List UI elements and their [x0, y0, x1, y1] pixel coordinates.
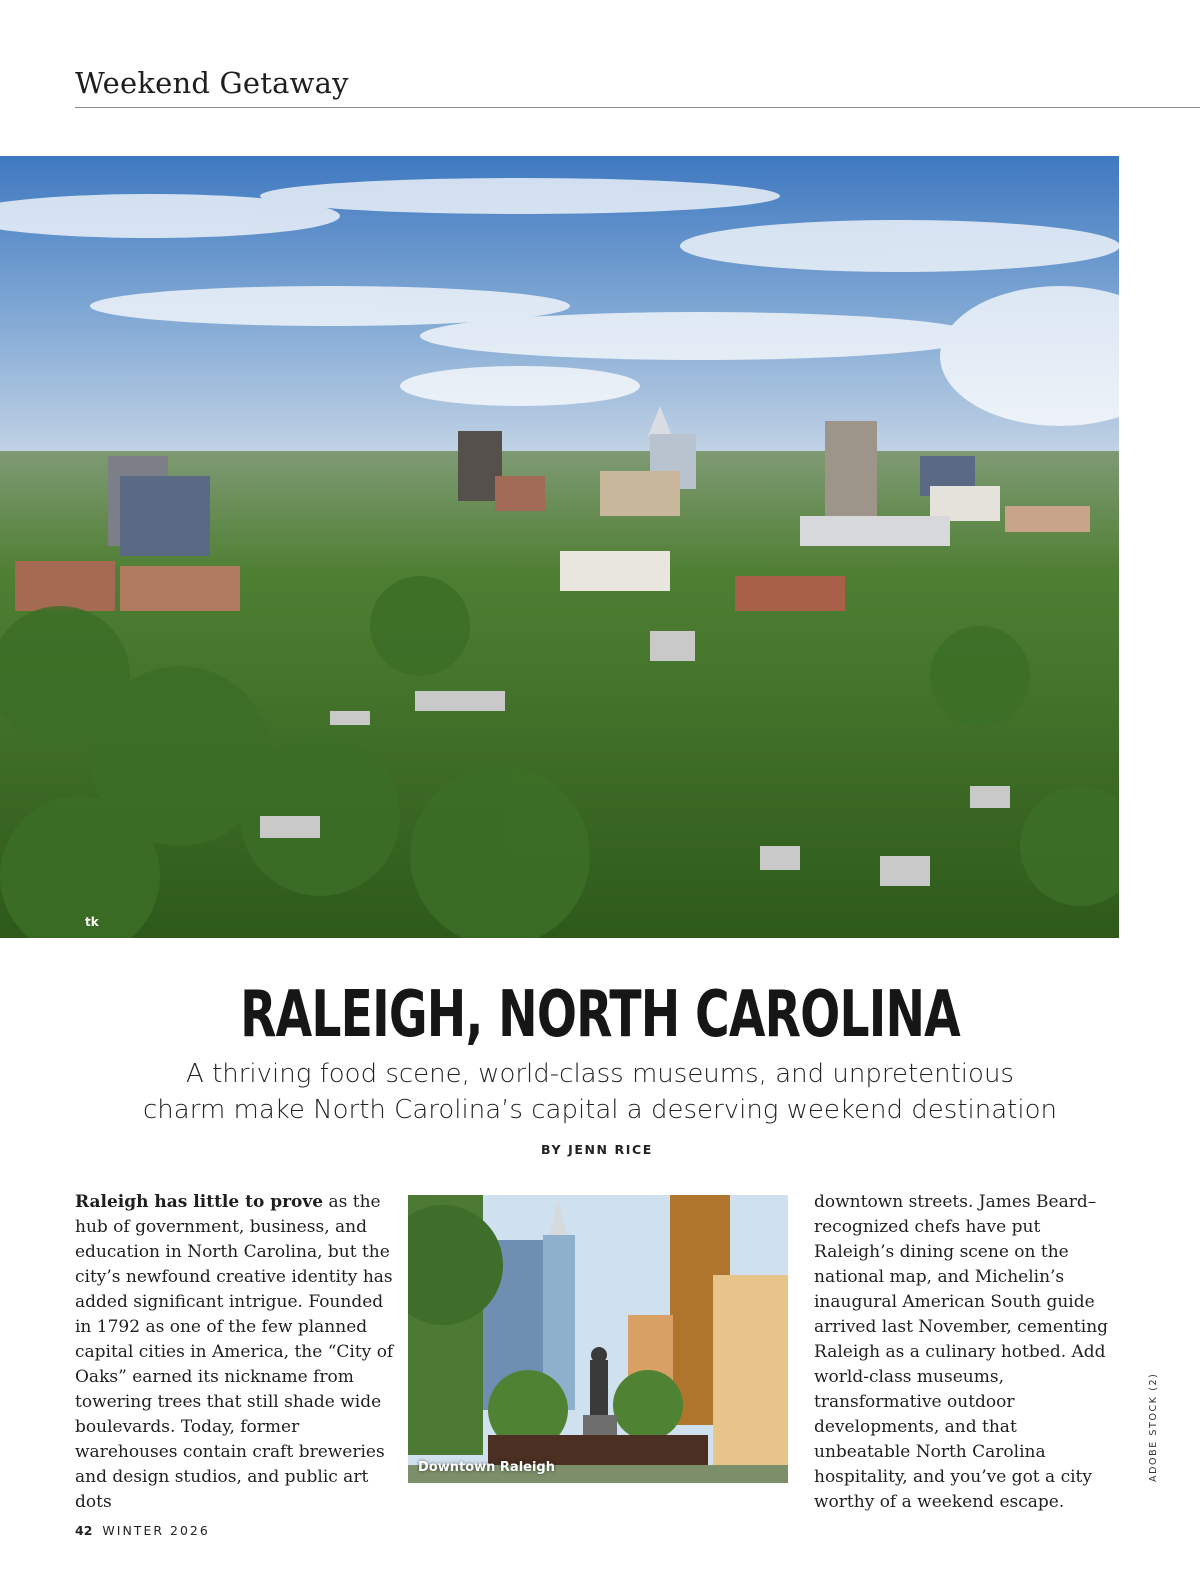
column-1-text: as the hub of government, business, and education in North Carolina, but the city’s newfound creative identity has added significant intrigue. Founded in 1792 as one of the few planned capital cities in America, the “City of Oaks” earned its nickname from towering trees that still shade wide boulevards. Today, former warehouses contain craft breweries and design studios, and public art dots — [75, 1192, 394, 1512]
city-skyline-photo-icon — [0, 156, 1119, 938]
hero-photo-credit: tk — [85, 915, 99, 929]
page-footer — [75, 1523, 210, 1538]
hero-photo — [0, 156, 1119, 938]
dek-line-2: charm make North Carolina’s capital a deserving weekend destination — [143, 1095, 1057, 1125]
header-rule — [75, 107, 1200, 108]
body-column-1 — [75, 1190, 395, 1515]
statue-street-photo-icon — [408, 1195, 788, 1483]
photo-credit-vertical: ADOBE STOCK (2) — [1148, 1372, 1159, 1482]
inset-caption: Downtown Raleigh — [418, 1460, 555, 1475]
dek-line-1: A thriving food scene, world-class museums, and unpretentious — [186, 1059, 1014, 1089]
byline: BY JENN RICE — [541, 1142, 653, 1157]
inset-photo — [408, 1195, 788, 1483]
section-heading: Weekend Getaway — [75, 66, 349, 100]
issue-label: WINTER 2026 — [102, 1523, 210, 1538]
article-dek — [80, 1056, 1120, 1128]
column-3-text: downtown streets. James Beard–recognized chefs have put Raleigh’s dining scene on the national map, and Michelin’s inaugural American South guide arrived last November, cementing Raleigh as a culinary hotbed. Add world-class museums, transformative outdoor developments, and that unbeatable North Carolina hospitality, and you’ve got a city worthy of a weekend escape. — [814, 1192, 1109, 1512]
page-number: 42 — [75, 1523, 93, 1538]
lead-in: Raleigh has little to prove — [75, 1192, 324, 1212]
article-title: RALEIGH, NORTH CAROLINA — [240, 978, 960, 1052]
body-column-3 — [814, 1190, 1114, 1515]
